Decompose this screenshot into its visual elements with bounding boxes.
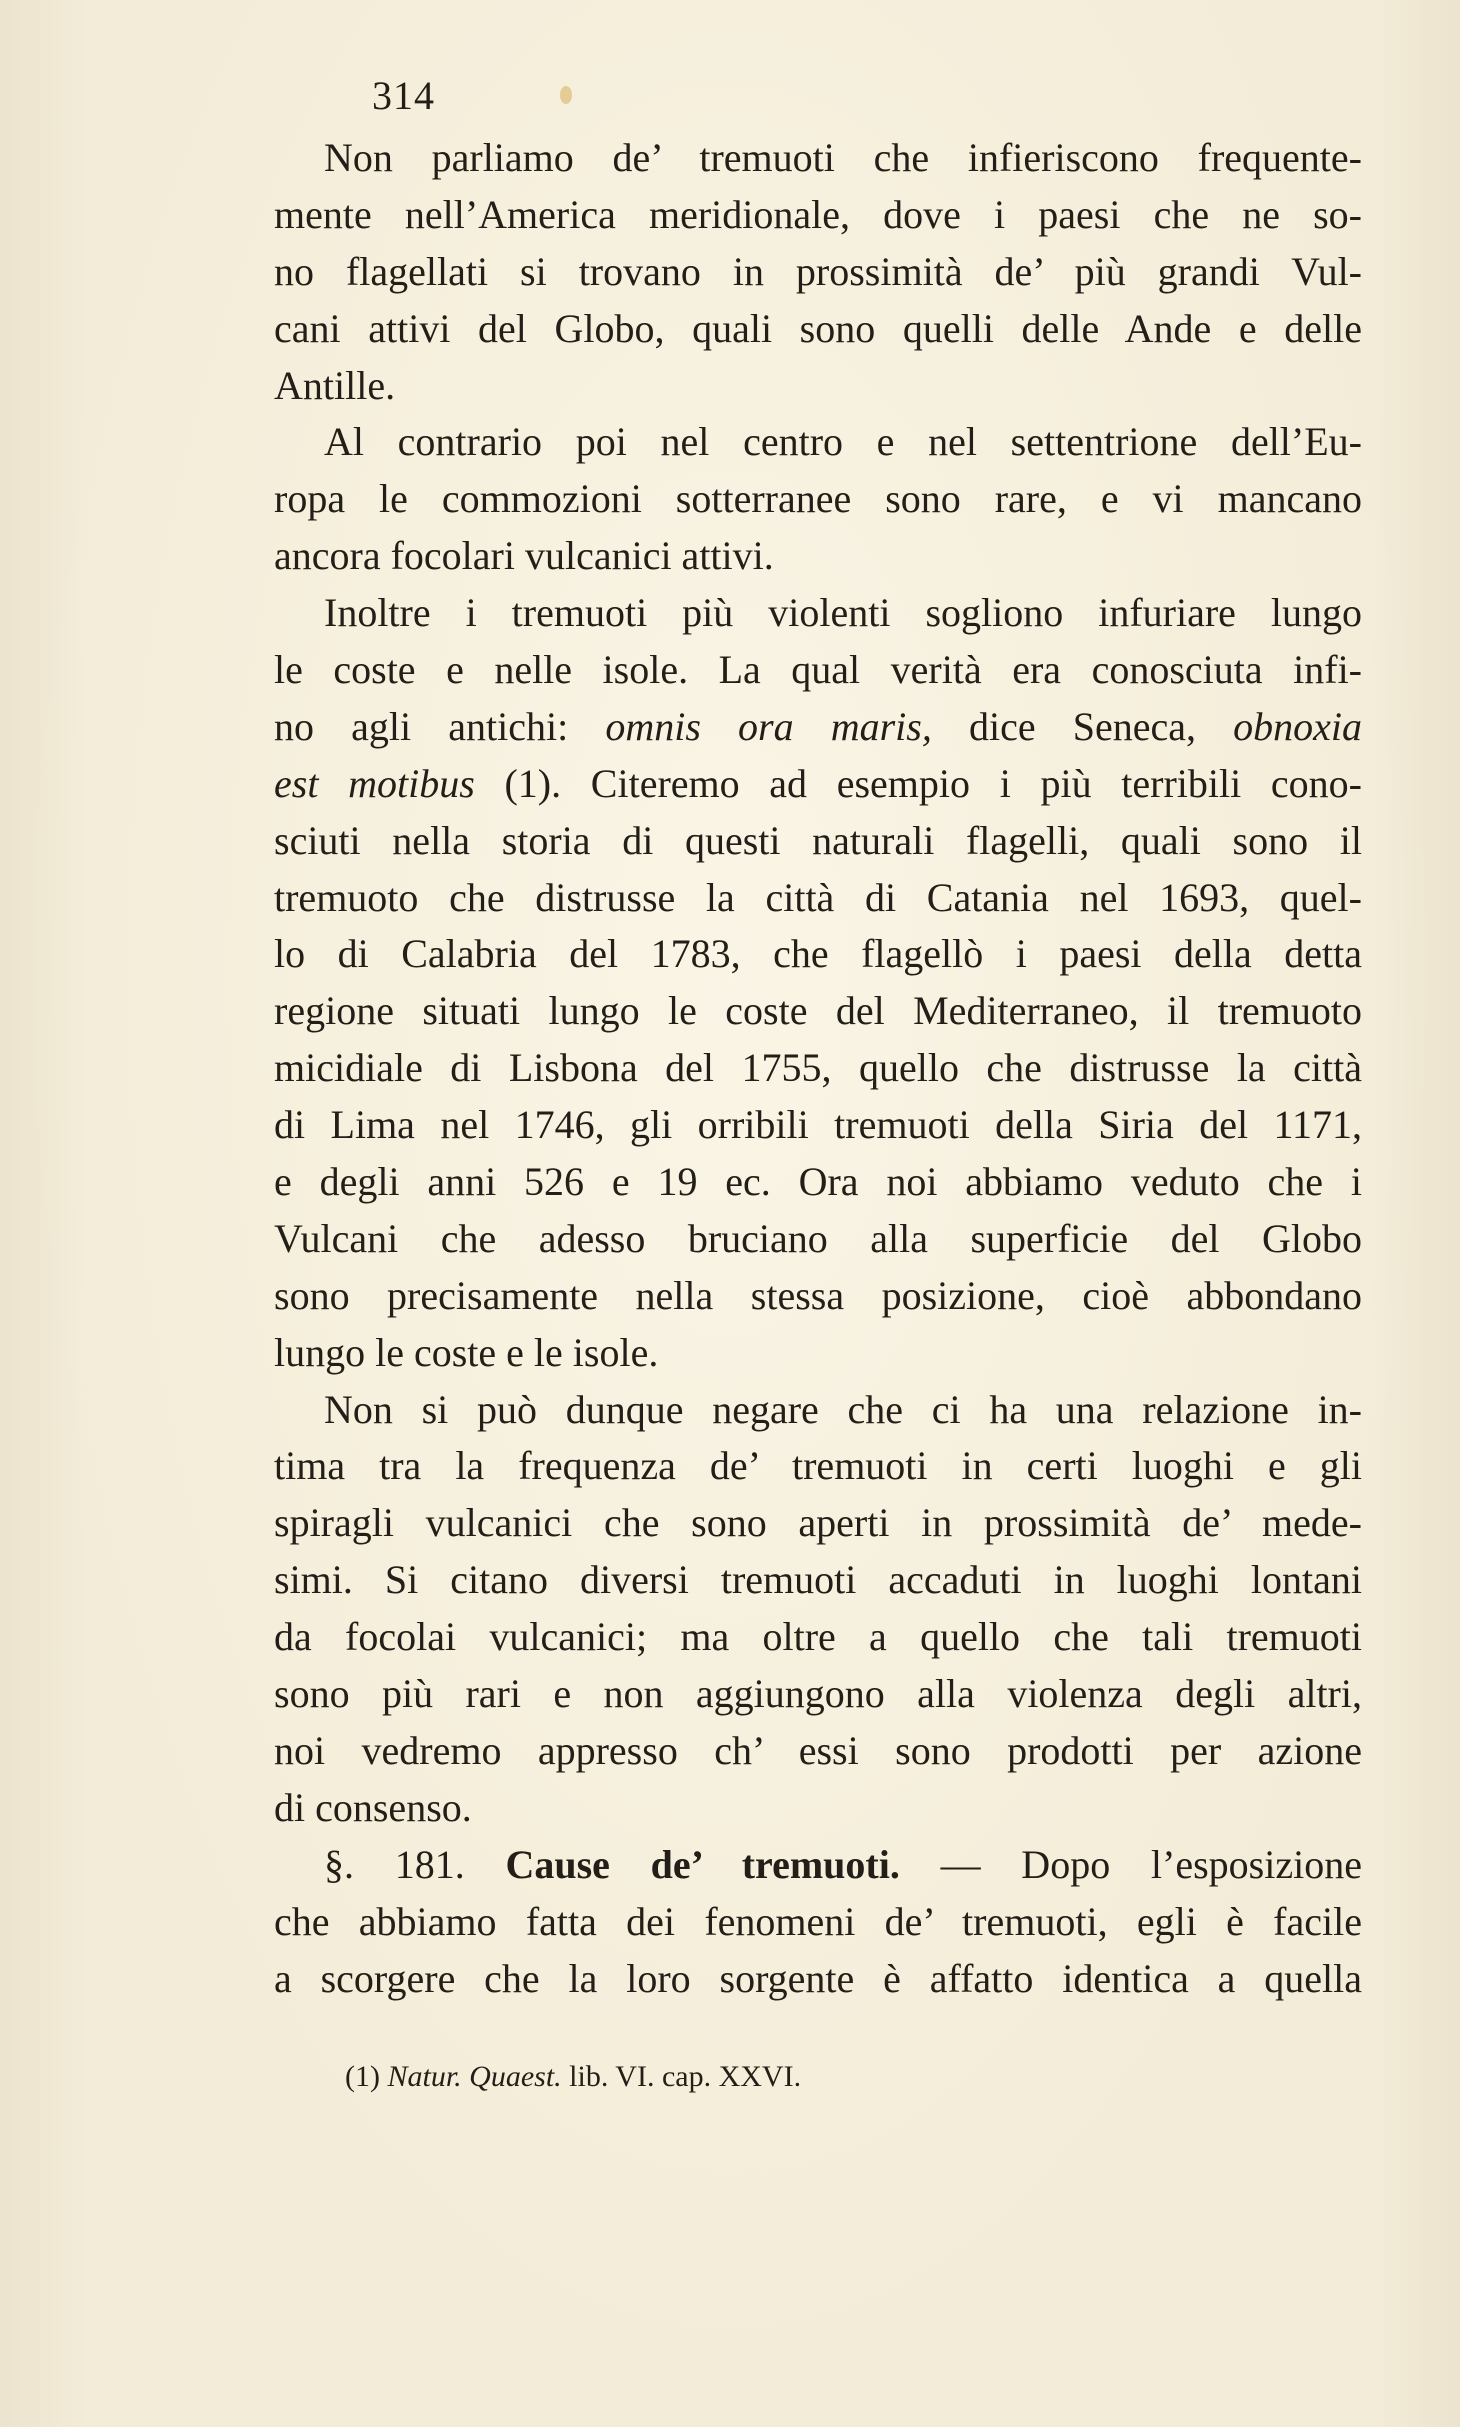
text-line	[274, 1154, 1362, 1211]
text-line	[274, 187, 1362, 244]
text-line	[274, 471, 1362, 528]
text-line	[274, 244, 1362, 301]
paper-stain	[560, 86, 572, 104]
page-number: 314	[372, 73, 435, 118]
text-segment: a scorgere che la loro sorgente è affatto identica a quella	[274, 1955, 1362, 2001]
text-segment: mente nell’America meridionale, dove i paesi che ne so-	[274, 191, 1362, 237]
text-segment: lungo le coste e le isole.	[274, 1329, 659, 1375]
text-line	[274, 528, 1362, 585]
text-segment: che abbiamo fatta dei fenomeni de’ tremuoti, egli è facile	[274, 1898, 1362, 1944]
text-segment: no flagellati si trovano in prossimità de’ più grandi Vul-	[274, 248, 1362, 294]
text-line	[274, 1837, 1362, 1894]
latin-quote: obnoxia	[1233, 703, 1362, 749]
text-line	[274, 1040, 1362, 1097]
latin-quote: est motibus	[274, 760, 475, 806]
text-segment: sciuti nella storia di questi naturali flagelli, quali sono il	[274, 817, 1362, 863]
section-heading: Cause de’ tremuoti.	[505, 1841, 900, 1887]
text-line	[274, 983, 1362, 1040]
text-segment: dice Seneca,	[931, 703, 1234, 749]
text-segment: sono precisamente nella stessa posizione, cioè abbondano	[274, 1272, 1362, 1318]
text-line	[274, 1382, 1362, 1439]
text-line	[274, 1438, 1362, 1495]
text-line	[274, 1894, 1362, 1951]
text-line	[274, 642, 1362, 699]
text-segment: tremuoto che distrusse la città di Catania nel 1693, quel-	[274, 874, 1362, 920]
footnote	[345, 2060, 801, 2094]
text-segment: Non parliamo de’ tremuoti che infieriscono frequente-	[324, 135, 1362, 180]
text-line	[274, 1097, 1362, 1154]
text-segment: ancora focolari vulcanici attivi.	[274, 533, 774, 579]
text-segment: da focolai vulcanici; ma oltre a quello che tali tremuoti	[274, 1614, 1362, 1660]
text-line	[274, 756, 1362, 813]
text-segment: di Lima nel 1746, gli orribili tremuoti della Siria del 1171,	[274, 1102, 1362, 1148]
text-line	[274, 1609, 1362, 1666]
text-segment: Inoltre i tremuoti più violenti sogliono infuriare lungo	[324, 590, 1362, 636]
text-segment: no agli antichi:	[274, 703, 606, 749]
text-segment: §. 181.	[324, 1841, 506, 1887]
text-segment: cani attivi del Globo, quali sono quelli delle Ande e delle	[274, 305, 1362, 351]
text-line	[274, 1951, 1362, 2008]
text-segment: spiragli vulcanici che sono aperti in prossimità de’ mede-	[274, 1500, 1362, 1546]
text-segment: — Dopo l’esposizione	[899, 1841, 1362, 1887]
text-line	[274, 813, 1362, 870]
text-segment: regione situati lungo le coste del Mediterraneo, il tremuoto	[274, 988, 1362, 1034]
text-line	[274, 1552, 1362, 1609]
text-line	[274, 1211, 1362, 1268]
text-segment: lo di Calabria del 1783, che flagellò i paesi della detta	[274, 931, 1362, 977]
text-line	[274, 585, 1362, 642]
text-segment: Non si può dunque negare che ci ha una relazione in-	[324, 1386, 1362, 1432]
body-text	[274, 130, 1362, 2007]
text-segment: noi vedremo appresso ch’ essi sono prodotti per azione	[274, 1727, 1362, 1773]
text-line	[274, 130, 1362, 187]
text-line	[274, 414, 1362, 471]
text-segment: ropa le commozioni sotterranee sono rare, e vi mancano	[274, 476, 1362, 522]
text-line	[274, 358, 1362, 415]
text-segment: simi. Si citano diversi tremuoti accaduti in luoghi lontani	[274, 1557, 1362, 1603]
text-segment: Al contrario poi nel centro e nel settentrione dell’Eu-	[324, 419, 1362, 465]
text-line	[274, 1780, 1362, 1837]
text-line	[274, 1495, 1362, 1552]
text-line	[274, 870, 1362, 927]
text-segment: sono più rari e non aggiungono alla violenza degli altri,	[274, 1671, 1362, 1717]
text-segment: di consenso.	[274, 1784, 472, 1830]
footnote-source: Natur. Quaest.	[387, 2060, 562, 2093]
text-segment: (1). Citeremo ad esempio i più terribili cono-	[474, 760, 1362, 806]
footnote-reference: lib. VI. cap. XXVI.	[561, 2060, 802, 2093]
footnote-marker: (1)	[345, 2060, 388, 2093]
text-line	[274, 926, 1362, 983]
text-line	[274, 699, 1362, 756]
text-segment: tima tra la frequenza de’ tremuoti in certi luoghi e gli	[274, 1443, 1362, 1489]
text-segment: Antille.	[274, 362, 396, 408]
text-line	[274, 301, 1362, 358]
text-line	[274, 1666, 1362, 1723]
text-segment: e degli anni 526 e 19 ec. Ora noi abbiamo veduto che i	[274, 1159, 1362, 1205]
latin-quote: omnis ora maris,	[605, 703, 932, 749]
text-line	[274, 1325, 1362, 1382]
text-segment: Vulcani che adesso bruciano alla superficie del Globo	[274, 1215, 1362, 1261]
text-segment: le coste e nelle isole. La qual verità era conosciuta infi-	[274, 647, 1362, 693]
text-line	[274, 1268, 1362, 1325]
text-line	[274, 1723, 1362, 1780]
text-segment: micidiale di Lisbona del 1755, quello che distrusse la città	[274, 1045, 1362, 1091]
